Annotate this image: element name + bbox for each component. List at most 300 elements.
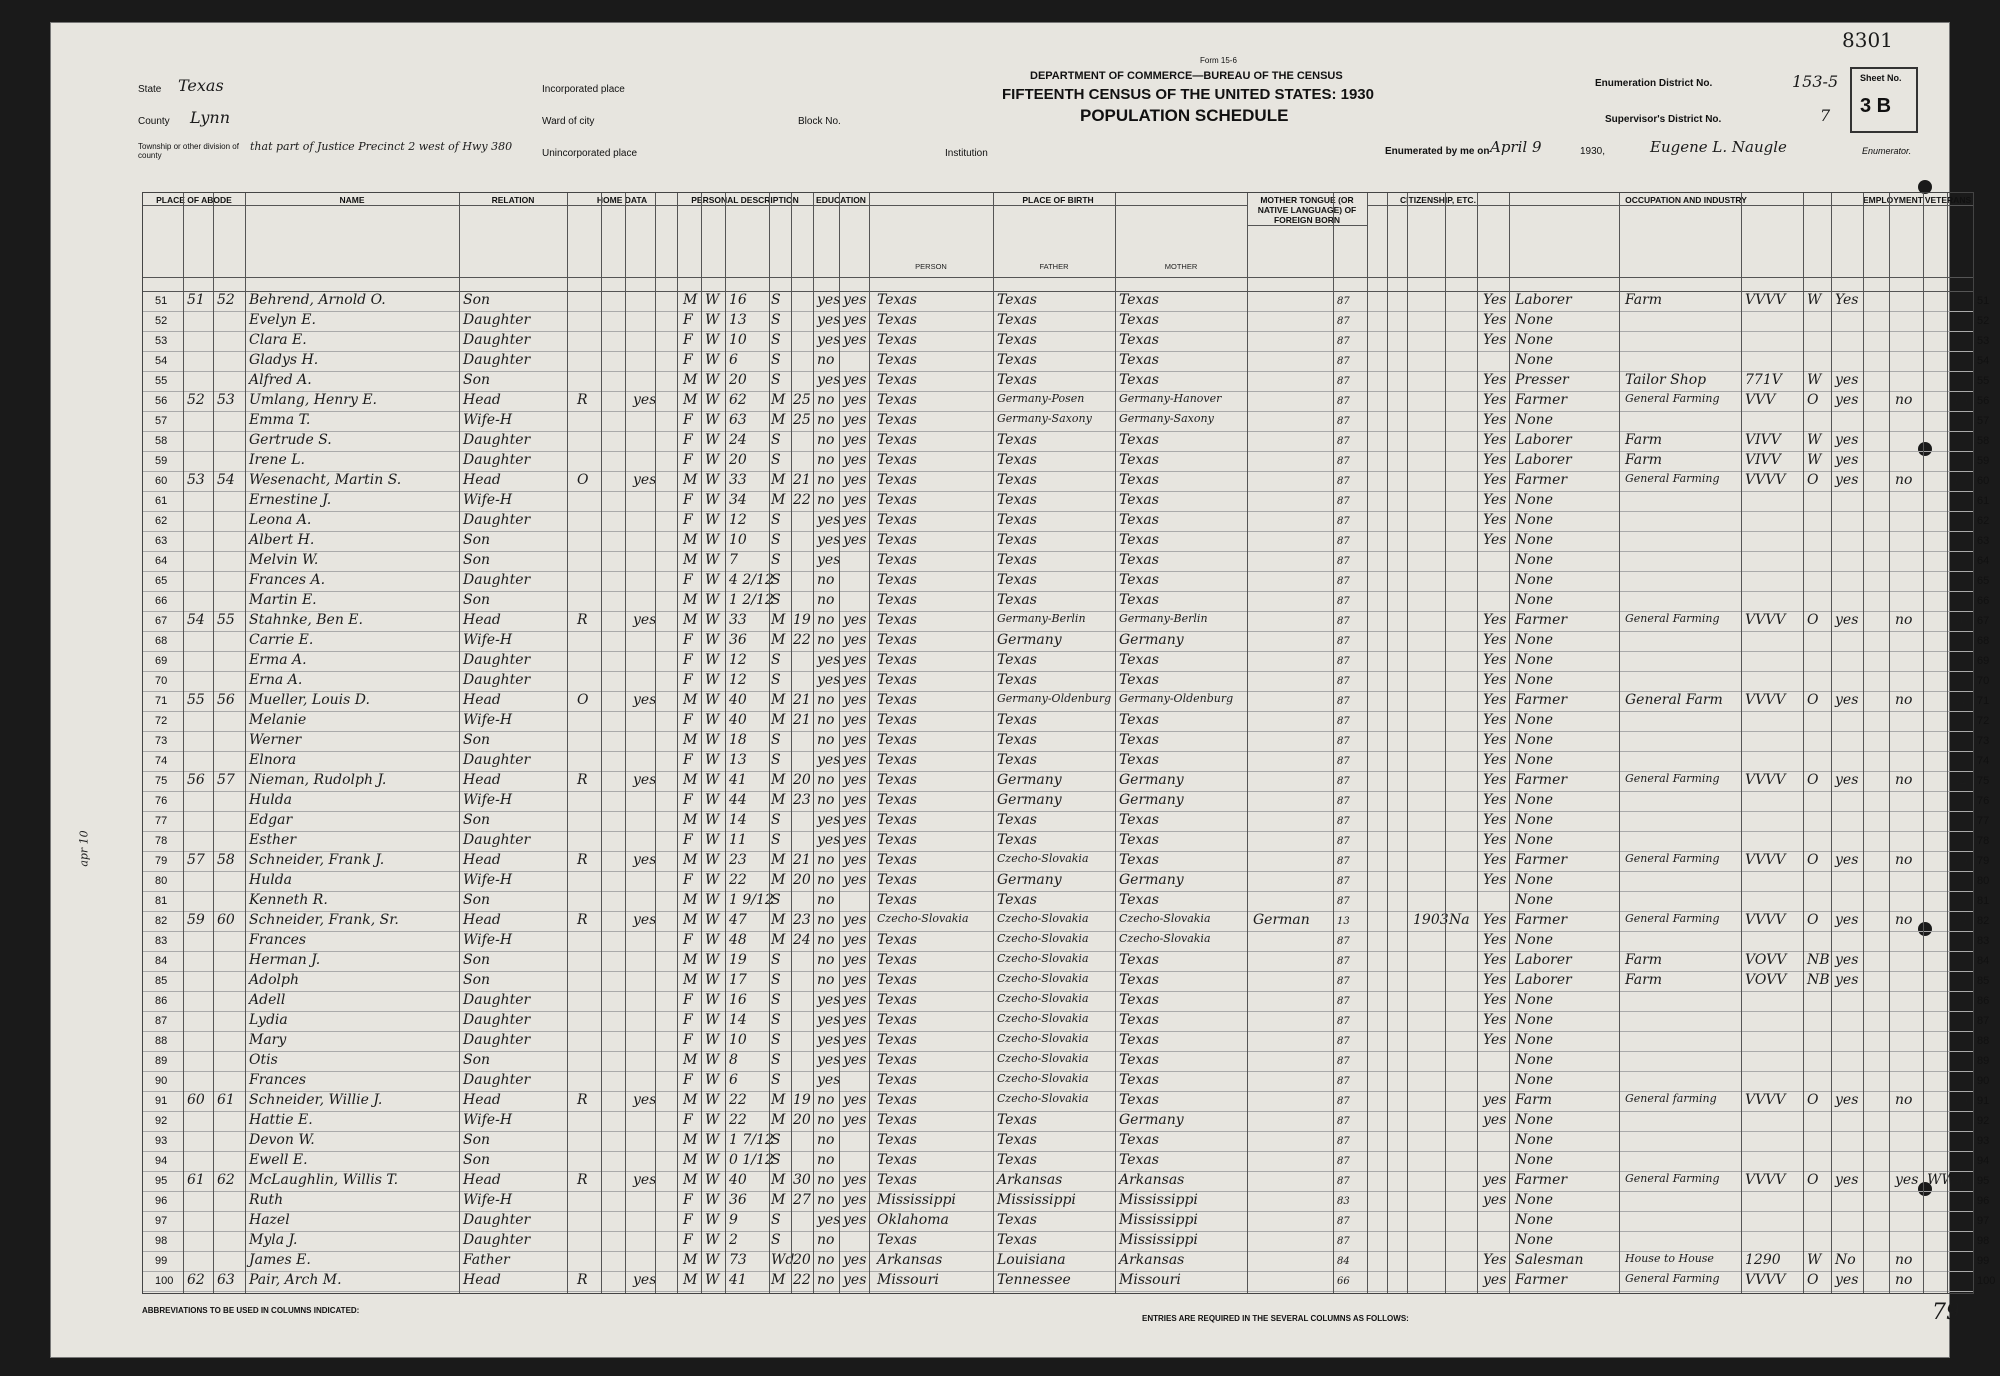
cell-sex: F [683, 572, 693, 588]
line-number-right: 90 [1977, 1075, 1990, 1087]
cell-occ: Laborer [1515, 452, 1572, 468]
cell-race: W [705, 592, 720, 608]
cell-bp: Texas [877, 492, 917, 508]
section-header: EMPLOYMENT [1863, 195, 1923, 205]
cell-mar: M [771, 1172, 786, 1188]
cell-fm: 20 [793, 1252, 811, 1268]
table-row [143, 871, 1990, 892]
cell-age: 1 9/12 [729, 892, 774, 908]
cell-eng: Yes [1483, 732, 1507, 748]
cell-rel: Wife-H [463, 1192, 513, 1208]
cell-name: Pair, Arch M. [249, 1272, 342, 1288]
cell-own: O [577, 692, 589, 708]
sheet-label: Sheet No. [1860, 73, 1902, 83]
cell-mar: S [771, 652, 781, 668]
cell-sex: F [683, 1192, 693, 1208]
cell-farm: 57 [1951, 1272, 1969, 1288]
cell-cw: W [1807, 292, 1822, 308]
cell-name: Irene L. [249, 452, 306, 468]
cell-race: W [705, 952, 720, 968]
cell-name: James E. [249, 1252, 311, 1268]
table-row [143, 591, 1990, 612]
cell-eng: Yes [1483, 472, 1507, 488]
cell-rel: Head [463, 852, 501, 868]
cell-code: 87 [1337, 336, 1350, 347]
cell-oc: VVVV [1745, 1272, 1786, 1288]
cell-name: Erma A. [249, 652, 307, 668]
line-number-right: 62 [1977, 515, 1990, 527]
cell-dw: 54 [187, 612, 205, 628]
line-number: 94 [155, 1155, 168, 1167]
cell-bp: Texas [877, 332, 917, 348]
cell-rel: Daughter [463, 1072, 531, 1088]
table-row [143, 771, 1990, 792]
cell-sex: F [683, 832, 693, 848]
cell-oc: VVVV [1745, 772, 1786, 788]
cell-code: 87 [1337, 1116, 1350, 1127]
table-row [143, 671, 1990, 692]
cell-occ: None [1515, 1052, 1553, 1068]
cell-ind: General farming [1625, 1092, 1717, 1105]
column-rule [677, 193, 678, 1293]
cell-sch: no [817, 792, 835, 808]
cell-race: W [705, 1032, 720, 1048]
cell-race: W [705, 292, 720, 308]
cell-age: 41 [729, 772, 747, 788]
table-row [143, 371, 1990, 392]
census-sheet [50, 22, 1996, 1358]
table-row [143, 1171, 1990, 1192]
cell-occ: Farmer [1515, 472, 1568, 488]
cell-occ: None [1515, 312, 1553, 328]
cell-age: 62 [729, 392, 747, 408]
cell-mbp: Texas [1119, 1132, 1159, 1148]
cell-fbp: Germany-Saxony [997, 412, 1092, 425]
cell-age: 20 [729, 452, 747, 468]
cell-occ: None [1515, 932, 1553, 948]
cell-sex: M [683, 292, 698, 308]
line-number: 51 [155, 295, 168, 307]
cell-bp: Texas [877, 1012, 917, 1028]
cell-rel: Son [463, 292, 491, 308]
column-rule [1889, 193, 1890, 1293]
cell-own: R [577, 772, 588, 788]
cell-fbp: Texas [997, 332, 1037, 348]
cell-cw: O [1807, 1272, 1819, 1288]
cell-radio: yes [633, 392, 657, 408]
line-number: 52 [155, 315, 168, 327]
cell-fbp: Germany-Posen [997, 392, 1085, 405]
cell-rel: Head [463, 1272, 501, 1288]
cell-vet: no [1895, 392, 1913, 408]
cell-name: Frances [249, 932, 307, 948]
cell-bp: Texas [877, 952, 917, 968]
cell-eng: Yes [1483, 792, 1507, 808]
cell-mbp: Germany [1119, 1112, 1184, 1128]
unincorporated-label: Unincorporated place [542, 148, 638, 159]
cell-fbp: Texas [997, 292, 1037, 308]
cell-sch: yes [817, 812, 841, 828]
cell-eng: Yes [1483, 532, 1507, 548]
table-row [143, 311, 1990, 332]
cell-bp: Texas [877, 432, 917, 448]
cell-rel: Daughter [463, 452, 531, 468]
cell-race: W [705, 492, 720, 508]
cell-own: R [577, 392, 588, 408]
cell-code: 13 [1337, 916, 1350, 927]
cell-occ: Salesman [1515, 1252, 1584, 1268]
cell-name: Frances [249, 1072, 307, 1088]
cell-race: W [705, 572, 720, 588]
cell-sex: F [683, 652, 693, 668]
cell-read: yes [843, 1052, 867, 1068]
cell-rel: Wife-H [463, 712, 513, 728]
cell-eng: Yes [1483, 1032, 1507, 1048]
cell-fbp: Texas [997, 1112, 1037, 1128]
cell-sex: M [683, 532, 698, 548]
cell-race: W [705, 1192, 720, 1208]
cell-fbp: Czecho-Slovakia [997, 972, 1089, 985]
line-number: 66 [155, 595, 168, 607]
cell-fbp: Texas [997, 1152, 1037, 1168]
cell-bp: Texas [877, 772, 917, 788]
cell-own: R [577, 612, 588, 628]
cell-fm: 21 [793, 472, 811, 488]
cell-eng: Yes [1483, 992, 1507, 1008]
column-rule [1407, 193, 1408, 1293]
cell-sch: no [817, 1152, 835, 1168]
cell-code: 87 [1337, 316, 1350, 327]
cell-eng: Yes [1483, 652, 1507, 668]
cell-age: 48 [729, 932, 747, 948]
table-row [143, 911, 1990, 932]
cell-sex: F [683, 512, 693, 528]
line-number-right: 96 [1977, 1195, 1990, 1207]
cell-name: Mueller, Louis D. [249, 692, 370, 708]
column-rule [1831, 193, 1832, 1293]
cell-age: 23 [729, 852, 747, 868]
cell-read: yes [843, 972, 867, 988]
cell-age: 19 [729, 952, 747, 968]
cell-sex: F [683, 1012, 693, 1028]
line-number-right: 92 [1977, 1115, 1990, 1127]
cell-mbp: Texas [1119, 812, 1159, 828]
cell-sch: no [817, 452, 835, 468]
table-row [143, 531, 1990, 552]
cell-race: W [705, 912, 720, 928]
cell-oc: VIVV [1745, 432, 1781, 448]
cell-code: 87 [1337, 1176, 1350, 1187]
cell-mbp: Texas [1119, 732, 1159, 748]
cell-bp: Texas [877, 712, 917, 728]
cell-code: 87 [1337, 1056, 1350, 1067]
cell-rel: Son [463, 732, 491, 748]
line-number: 55 [155, 375, 168, 387]
cell-sex: F [683, 872, 693, 888]
cell-name: Melanie [249, 712, 307, 728]
cell-race: W [705, 832, 720, 848]
section-header: NAME [245, 195, 459, 206]
cell-age: 22 [729, 872, 747, 888]
line-number-right: 78 [1977, 835, 1990, 847]
cell-sex: M [683, 372, 698, 388]
cell-cw: W [1807, 452, 1822, 468]
cell-sch: no [817, 1092, 835, 1108]
column-rule [245, 193, 246, 1293]
cell-eng: Yes [1483, 332, 1507, 348]
cell-fbp: Texas [997, 372, 1037, 388]
cell-fm: 25 [793, 392, 811, 408]
cell-fbp: Texas [997, 652, 1037, 668]
cell-race: W [705, 712, 720, 728]
cell-radio: yes [633, 772, 657, 788]
cell-rel: Wife-H [463, 1112, 513, 1128]
cell-code: 87 [1337, 896, 1350, 907]
cell-mar: M [771, 852, 786, 868]
cell-ind: General Farm [1625, 692, 1723, 708]
column-rule [1803, 193, 1804, 1293]
cell-fbp: Texas [997, 572, 1037, 588]
cell-occ: Presser [1515, 372, 1569, 388]
cell-race: W [705, 1152, 720, 1168]
cell-occ: Farmer [1515, 692, 1568, 708]
line-number: 97 [155, 1215, 168, 1227]
cell-read: yes [843, 1212, 867, 1228]
cell-read: yes [843, 832, 867, 848]
column-rule [701, 193, 702, 1293]
cell-bp: Texas [877, 892, 917, 908]
cell-name: Schneider, Frank J. [249, 852, 385, 868]
cell-rel: Wife-H [463, 872, 513, 888]
cell-fbp: Texas [997, 812, 1037, 828]
cell-fam: 54 [217, 472, 235, 488]
cell-occ: Farmer [1515, 612, 1568, 628]
cell-code: 87 [1337, 356, 1350, 367]
cell-mbp: Texas [1119, 672, 1159, 688]
cell-code: 87 [1337, 516, 1350, 527]
cell-sex: F [683, 932, 693, 948]
line-number: 99 [155, 1255, 168, 1267]
cell-mar: S [771, 992, 781, 1008]
cell-age: 12 [729, 512, 747, 528]
cell-fbp: Texas [997, 432, 1037, 448]
cell-age: 40 [729, 712, 747, 728]
cell-mar: S [771, 752, 781, 768]
cell-fm: 20 [793, 872, 811, 888]
line-number: 88 [155, 1035, 168, 1047]
state-label: State [138, 84, 162, 95]
cell-sch: no [817, 432, 835, 448]
line-number-right: 98 [1977, 1235, 1990, 1247]
cell-sch: no [817, 972, 835, 988]
cell-age: 40 [729, 692, 747, 708]
cell-bp: Texas [877, 732, 917, 748]
column-rule [1923, 193, 1924, 1293]
cell-bp: Texas [877, 1032, 917, 1048]
cell-sex: F [683, 352, 693, 368]
cell-fbp: Germany [997, 872, 1062, 888]
cell-code: 87 [1337, 436, 1350, 447]
form-label: Form 15-6 [1200, 56, 1237, 65]
cell-eng: Yes [1483, 672, 1507, 688]
cell-dw: 51 [187, 292, 205, 308]
cell-mbp: Arkansas [1119, 1252, 1185, 1268]
cell-occ: None [1515, 1032, 1553, 1048]
cell-occ: None [1515, 652, 1553, 668]
cell-name: Emma T. [249, 412, 311, 428]
cell-race: W [705, 772, 720, 788]
cell-mbp: Arkansas [1119, 1172, 1185, 1188]
table-row [143, 971, 1990, 992]
cell-sex: M [683, 772, 698, 788]
cell-occ: None [1515, 732, 1553, 748]
column-rule [183, 193, 184, 1293]
cell-code: 87 [1337, 376, 1350, 387]
line-number-right: 76 [1977, 795, 1990, 807]
cell-code: 87 [1337, 856, 1350, 867]
township-label: Township or other division of county [138, 142, 239, 160]
cell-mbp: Texas [1119, 652, 1159, 668]
cell-cw: W [1807, 432, 1822, 448]
column-rule [625, 193, 626, 1293]
column-rule [1367, 193, 1368, 1293]
table-row [143, 711, 1990, 732]
cell-emp: yes [1835, 1272, 1859, 1288]
cell-sex: M [683, 1152, 698, 1168]
line-number-right: 52 [1977, 315, 1990, 327]
cell-read: yes [843, 472, 867, 488]
cell-farm: 49 [1951, 472, 1969, 488]
cell-bp: Texas [877, 1232, 917, 1248]
cell-ind: Farm [1625, 432, 1663, 448]
cell-rel: Wife-H [463, 492, 513, 508]
cell-eng: Yes [1483, 632, 1507, 648]
cell-race: W [705, 1132, 720, 1148]
line-number-right: 88 [1977, 1035, 1990, 1047]
cell-sch: no [817, 352, 835, 368]
cell-oc: VVVV [1745, 472, 1786, 488]
cell-age: 12 [729, 652, 747, 668]
cell-race: W [705, 352, 720, 368]
cell-occ: None [1515, 492, 1553, 508]
line-number: 59 [155, 455, 168, 467]
cell-occ: Farmer [1515, 912, 1568, 928]
cell-sch: yes [817, 652, 841, 668]
cell-farm: 50 [1951, 612, 1969, 628]
cell-sch: no [817, 692, 835, 708]
cell-read: yes [843, 772, 867, 788]
cell-bp: Oklahoma [877, 1212, 949, 1228]
line-number: 68 [155, 635, 168, 647]
cell-mar: S [771, 1012, 781, 1028]
cell-oc: 1290 [1745, 1252, 1781, 1268]
birth-subheader: FATHER [1039, 263, 1069, 271]
cell-name: Schneider, Willie J. [249, 1092, 383, 1108]
table-row [143, 411, 1990, 432]
table-header [143, 193, 1973, 278]
cell-age: 1 2/12 [729, 592, 774, 608]
cell-mar: S [771, 552, 781, 568]
line-number: 70 [155, 675, 168, 687]
cell-name: Clara E. [249, 332, 307, 348]
cell-vet: no [1895, 472, 1913, 488]
cell-farm: 52 [1951, 772, 1969, 788]
cell-occ: None [1515, 1012, 1553, 1028]
table-row [143, 551, 1990, 572]
cell-race: W [705, 1072, 720, 1088]
table-row [143, 331, 1990, 352]
cell-age: 17 [729, 972, 747, 988]
cell-rel: Head [463, 692, 501, 708]
line-number-right: 59 [1977, 455, 1990, 467]
cell-age: 63 [729, 412, 747, 428]
line-number: 100 [155, 1275, 174, 1287]
cell-race: W [705, 892, 720, 908]
page-mark: 79 [1932, 1300, 1960, 1325]
line-number: 67 [155, 615, 168, 627]
line-number-right: 66 [1977, 595, 1990, 607]
cell-mar: M [771, 1092, 786, 1108]
line-number: 82 [155, 915, 168, 927]
cell-occ: None [1515, 832, 1553, 848]
cell-emp: yes [1835, 472, 1859, 488]
cell-rel: Daughter [463, 1212, 531, 1228]
cell-bp: Texas [877, 1172, 917, 1188]
cell-sex: F [683, 712, 693, 728]
table-row [143, 1051, 1990, 1072]
cell-cw: O [1807, 1092, 1819, 1108]
cell-bp: Texas [877, 592, 917, 608]
cell-age: 2 [729, 1232, 738, 1248]
cell-war: WW [1927, 1172, 1956, 1188]
cell-mbp: Texas [1119, 432, 1159, 448]
cell-eng: Yes [1483, 832, 1507, 848]
cell-bp: Texas [877, 572, 917, 588]
table-row [143, 751, 1990, 772]
cell-sex: M [683, 1252, 698, 1268]
cell-age: 0 1/12 [729, 1152, 774, 1168]
cell-rel: Son [463, 552, 491, 568]
cell-eng: yes [1483, 1112, 1507, 1128]
section-header: EDUCATION [813, 195, 869, 206]
line-number: 58 [155, 435, 168, 447]
cell-oc: 771V [1745, 372, 1782, 388]
cell-oc: VVVV [1745, 852, 1786, 868]
cell-rel: Son [463, 592, 491, 608]
cell-age: 41 [729, 1272, 747, 1288]
column-rule [1115, 193, 1116, 1293]
cell-mar: S [771, 592, 781, 608]
cell-fm: 21 [793, 852, 811, 868]
cell-cw: O [1807, 692, 1819, 708]
line-number-right: 83 [1977, 935, 1990, 947]
cell-age: 10 [729, 532, 747, 548]
cell-fm: 23 [793, 912, 811, 928]
cell-name: Hulda [249, 872, 293, 888]
cell-dw: 62 [187, 1272, 205, 1288]
cell-read: yes [843, 852, 867, 868]
cell-read: yes [843, 372, 867, 388]
cell-fm: 19 [793, 612, 811, 628]
column-rule [1619, 193, 1620, 1293]
cell-ind: Farm [1625, 972, 1663, 988]
cell-mar: Wd [771, 1252, 795, 1268]
cell-ind: Farm [1625, 452, 1663, 468]
line-number: 90 [155, 1075, 168, 1087]
cell-age: 73 [729, 1252, 747, 1268]
cell-race: W [705, 1172, 720, 1188]
cell-read: yes [843, 312, 867, 328]
